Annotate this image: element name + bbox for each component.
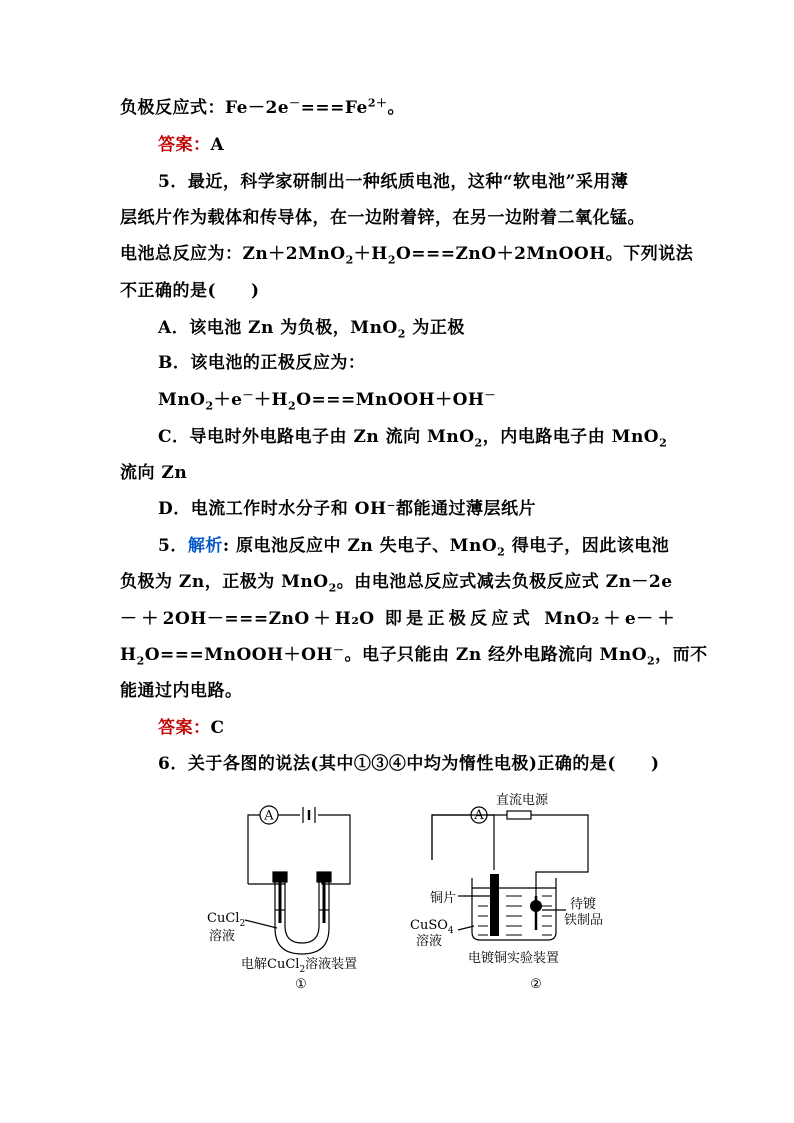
fig2-ammeter-label: A — [474, 808, 484, 823]
q5-line3: 电池总反应为：$Zn+2MnO_2+H_2O===ZnO+2MnOOH$。下列说法 — [120, 244, 694, 267]
fig2-solution-label-2: 溶液 — [416, 934, 443, 949]
fig2-power-label: 直流电源 — [496, 793, 549, 808]
fig2-item-label-2: 铁制品 — [564, 913, 604, 928]
prev-answer-equation: 负极反应式：$Fe-2e^-===Fe^{2+}$。 — [120, 96, 405, 118]
q5-option-c: C．导电时外电路电子由 Zn 流向 MnO$_2$，内电路电子由 MnO$_2$ — [158, 427, 668, 450]
q5-option-b: B．该电池的正极反应为： — [158, 353, 366, 373]
analysis-line4: $H_2O===MnOOH+OH^-$。电子只能由 Zn 经外电路流向 MnO$_2$，而不 — [120, 643, 708, 668]
fig1-number: ① — [295, 977, 307, 992]
fig1-solution-label-2: 溶液 — [209, 929, 236, 944]
fig1-stopper-left — [273, 872, 287, 882]
analysis-line1: 5．解析: 原电池反应中 Zn 失电子、MnO$_2$ 得电子，因此该电池 — [158, 536, 670, 559]
q5-option-a: A．该电池 Zn 为负极，MnO$_2$ 为正极 — [158, 318, 465, 341]
fig2-item-label-1: 待镀 — [570, 897, 597, 912]
fig2-power-symbol — [507, 811, 531, 819]
fig2-beaker — [472, 878, 556, 940]
figure-cucl2-electrolysis — [205, 798, 375, 993]
fig1-stopper-right — [317, 872, 331, 882]
fig2-copper-label: 铜片 — [430, 891, 457, 906]
q5-line1: 5．最近，科学家研制出一种纸质电池，这种“软电池”采用薄 — [158, 172, 629, 192]
fig1-solution-label: CuCl$_2$ — [207, 911, 246, 929]
fig2-solution-label: CuSO$_4$ — [410, 918, 454, 936]
fig2-wire-right — [531, 815, 588, 900]
figure-copper-plating — [410, 790, 630, 995]
fig2-number: ② — [530, 977, 542, 992]
analysis-line5: 能通过内电路。 — [120, 681, 243, 701]
fig1-ammeter-label: A — [264, 808, 274, 824]
fig2-wire-left — [432, 815, 494, 870]
analysis-answer: 答案：C — [158, 718, 225, 738]
fig2-copper-plate — [490, 874, 499, 936]
q5-option-b-equation: $MnO_2+e^-+H_2O===MnOOH+OH^-$ — [158, 388, 496, 413]
q6-stem: 6．关于各图的说法(其中①③④中均为惰性电极)正确的是( ) — [158, 754, 660, 774]
q5-option-c-cont: 流向 Zn — [120, 463, 188, 483]
fig1-wire-left — [248, 815, 260, 884]
q5-option-d: D．电流工作时水分子和 OH⁻都能通过薄层纸片 — [158, 499, 537, 519]
q5-line2: 层纸片作为载体和传导体，在一边附着锌，在另一边附着二氧化锰。 — [120, 208, 645, 228]
fig2-caption: 电镀铜实验装置 — [468, 951, 560, 966]
q5-line4: 不正确的是( ) — [120, 281, 260, 301]
prev-answer: 答案：A — [158, 135, 225, 155]
analysis-line3: －＋2OH－===ZnO＋H₂O 即是正极反应式 MnO₂＋e－＋ — [120, 609, 675, 629]
analysis-line2: 负极为 Zn，正极为 MnO$_2$。由电池总反应式减去负极反应式 Zn－2e — [120, 572, 673, 595]
fig1-caption: 电解CuCl$_2$溶液装置 — [241, 957, 358, 975]
